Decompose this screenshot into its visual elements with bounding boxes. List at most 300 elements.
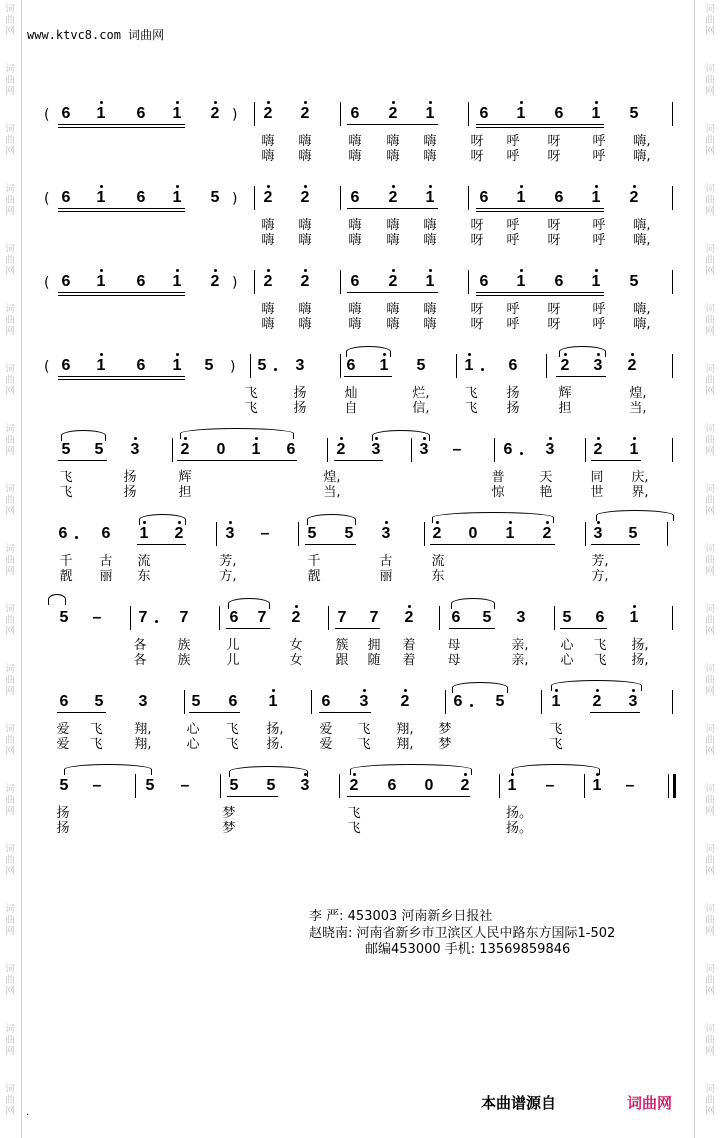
lyric-verse2: 呀 (547, 233, 561, 248)
watermark-char: 曲 (705, 375, 715, 386)
watermark-char: 网 (705, 626, 715, 637)
lyric-verse2: 飞 (59, 485, 73, 500)
watermark-char: 网 (705, 746, 715, 757)
watermark-char: 网 (705, 86, 715, 97)
lyric-verse1: 煌, (629, 386, 647, 401)
note: 6 (554, 273, 564, 290)
lyric-verse2: 翔, (134, 737, 152, 752)
credit-composer (309, 926, 615, 942)
barline (339, 774, 340, 798)
octave-dot-high (304, 101, 307, 104)
barline (254, 102, 255, 126)
watermark-char: 曲 (705, 195, 715, 206)
note: 2 (460, 777, 470, 794)
slur (452, 682, 508, 693)
lyric-verse2: 族 (177, 653, 191, 668)
note: 1 (592, 777, 602, 794)
barline (667, 522, 668, 546)
lyric-verse1: 飞 (225, 722, 239, 737)
watermark-char: 词 (5, 964, 15, 975)
lyric-verse1: 嗨 (298, 134, 312, 149)
lyric-verse2: 嗨 (386, 233, 400, 248)
note: 2 (174, 525, 184, 542)
note: 5 (210, 189, 220, 206)
watermark-char: 网 (5, 626, 15, 637)
lyric-verse2: 嗨 (423, 233, 437, 248)
lyric-verse1: 心 (560, 638, 574, 653)
beam-underline (476, 127, 604, 128)
lyric-verse1: 辉 (558, 386, 572, 401)
barline (672, 690, 673, 714)
watermark-char: 网 (5, 926, 15, 937)
slur (228, 598, 270, 609)
lyric-verse2: 着 (402, 653, 416, 668)
beam-underline (226, 628, 270, 629)
note: 6 (350, 273, 360, 290)
octave-dot-high (596, 773, 599, 776)
lyric-verse1: 嗨 (386, 302, 400, 317)
note: 1 (172, 105, 182, 122)
lyric-verse2: 亲, (511, 653, 529, 668)
note: 3 (628, 693, 638, 710)
lyric-verse2: 飞 (464, 401, 478, 416)
watermark-char: 词 (705, 904, 715, 915)
octave-dot-high (520, 185, 523, 188)
site-logo: 词曲网 (627, 1094, 673, 1112)
note: 6 (554, 105, 564, 122)
octave-dot-high (229, 521, 232, 524)
barline (456, 354, 457, 378)
watermark-char: 曲 (705, 795, 715, 806)
lyric-verse2: 自 (344, 401, 358, 416)
watermark-char: 词 (705, 64, 715, 75)
beam-underline (58, 127, 185, 128)
watermark-char: 词 (705, 604, 715, 615)
watermark-char: 网 (705, 266, 715, 277)
note: 2 (593, 441, 603, 458)
watermark-char: 曲 (705, 315, 715, 326)
lyric-verse2: 心 (560, 653, 574, 668)
note: 1 (507, 777, 517, 794)
note: 5 (266, 777, 276, 794)
barline (554, 606, 555, 630)
slur (512, 764, 600, 775)
beam-underline (476, 208, 604, 209)
barline (130, 606, 131, 630)
lyric-verse2: 翔, (396, 737, 414, 752)
lyric-verse2: 界, (631, 485, 649, 500)
lyric-verse2: 嗨 (298, 317, 312, 332)
watermark-char: 曲 (705, 1095, 715, 1106)
note: 3 (381, 525, 391, 542)
lyric-verse1: 扬。 (505, 806, 533, 821)
lyric-verse2: 嗨 (348, 149, 362, 164)
lyric-verse2: 呼 (592, 317, 606, 332)
note: 1 (425, 273, 435, 290)
lyric-verse1: 翔, (396, 722, 414, 737)
beam-underline (227, 796, 278, 797)
lyric-verse1: 嗨 (348, 218, 362, 233)
watermark-char: 词 (5, 604, 15, 615)
note: 2 (300, 105, 310, 122)
note: 2 (300, 273, 310, 290)
watermark-char: 曲 (705, 255, 715, 266)
note: 1 (464, 357, 474, 374)
lyric-verse1: 呼 (506, 302, 520, 317)
note: 6 (508, 357, 518, 374)
barline (172, 438, 173, 462)
watermark-char: 词 (5, 1024, 15, 1035)
octave-dot-high (392, 101, 395, 104)
octave-dot-high (363, 689, 366, 692)
lyric-verse2: 丽 (379, 569, 393, 584)
barline (585, 438, 586, 462)
lyric-verse2: 靓 (59, 569, 73, 584)
note: 5 (482, 609, 492, 626)
note: 6 (387, 777, 397, 794)
watermark-char: 曲 (705, 1035, 715, 1046)
note: 5 (628, 525, 638, 542)
barline (216, 522, 217, 546)
octave-dot-high (100, 353, 103, 356)
note: 6 (136, 189, 146, 206)
lyric-verse1: 庆, (631, 470, 649, 485)
lyric-verse2: 呼 (506, 233, 520, 248)
barline (494, 438, 495, 462)
note: 5 (257, 357, 267, 374)
beam-underline (476, 124, 604, 125)
barline (468, 102, 469, 126)
note: 2 (291, 609, 301, 626)
watermark-char: 词 (5, 484, 15, 495)
final-barline-thick (673, 774, 676, 798)
beam-underline (430, 544, 555, 545)
lyric-verse1: 呀 (547, 134, 561, 149)
note: 7 (179, 609, 189, 626)
watermark-char: 网 (5, 566, 15, 577)
watermark-char: 词 (5, 304, 15, 315)
watermark-char: 网 (705, 926, 715, 937)
beam-underline (556, 376, 606, 377)
beam-underline (590, 712, 640, 713)
lyric-verse2: 方, (591, 569, 609, 584)
watermark-char: 网 (5, 746, 15, 757)
paren-open: ( (44, 191, 50, 207)
barline (445, 690, 446, 714)
barline (672, 606, 673, 630)
barline (254, 186, 255, 210)
octave-dot-high (595, 185, 598, 188)
watermark-char: 曲 (705, 855, 715, 866)
lyric-verse1: 亲, (511, 638, 529, 653)
watermark-char: 网 (5, 206, 15, 217)
note: 3 (130, 441, 140, 458)
note: 5 (629, 105, 639, 122)
barline (340, 102, 341, 126)
lyric-verse2: 梦 (438, 737, 452, 752)
watermark-char: 网 (5, 146, 15, 157)
octave-dot-high (633, 437, 636, 440)
lyric-verse1: 灿 (344, 386, 358, 401)
watermark-char: 词 (705, 364, 715, 375)
credit-lyricist (309, 909, 492, 925)
beam-underline (58, 292, 185, 293)
note: 2 (432, 525, 442, 542)
note: 5 (145, 777, 155, 794)
octave-dot-high (520, 101, 523, 104)
watermark-char: 曲 (5, 195, 15, 206)
slur (559, 346, 606, 357)
watermark-char: 曲 (5, 915, 15, 926)
credit-lyricist-address: 453003 河南新乡日报社 (347, 909, 493, 924)
lyric-verse1: 芳, (219, 554, 237, 569)
aug-dot (520, 452, 523, 455)
note: 7 (138, 609, 148, 626)
octave-dot-high (549, 437, 552, 440)
final-barline-thin (668, 774, 669, 798)
lyric-verse1: 扬 (506, 386, 520, 401)
aug-dot (75, 536, 78, 539)
watermark-char: 曲 (705, 495, 715, 506)
watermark-char: 网 (705, 986, 715, 997)
octave-dot-high (633, 605, 636, 608)
barline (411, 438, 412, 462)
note: 1 (551, 693, 561, 710)
slur (551, 680, 642, 691)
beam-underline (177, 460, 297, 461)
octave-dot-high (595, 101, 598, 104)
octave-dot-high (100, 269, 103, 272)
watermark-char: 网 (5, 266, 15, 277)
note: 2 (404, 609, 414, 626)
watermark-char: 词 (5, 844, 15, 855)
beam-underline (335, 628, 380, 629)
credit-composer-name: 赵晓南: (309, 926, 353, 941)
octave-dot-high (176, 101, 179, 104)
barline (584, 774, 585, 798)
lyric-verse1: 呀 (470, 218, 484, 233)
lyric-verse1: 煌, (323, 470, 341, 485)
note: 6 (136, 273, 146, 290)
credit-contact-text: 邮编453000 手机: 13569859846 (365, 942, 571, 957)
note: 2 (336, 441, 346, 458)
lyric-verse1: 古 (99, 554, 113, 569)
barline (499, 774, 500, 798)
note: 6 (61, 273, 71, 290)
barline (219, 606, 220, 630)
lyric-verse1: 飞 (464, 386, 478, 401)
watermark-char: 词 (705, 1024, 715, 1035)
lyric-verse1: 飞 (59, 470, 73, 485)
lyric-verse2: 扬 (293, 401, 307, 416)
note: 1 (516, 189, 526, 206)
watermark-char: 曲 (5, 675, 15, 686)
watermark-char: 网 (705, 26, 715, 37)
lyric-verse1: 各 (133, 638, 147, 653)
note: 5 (629, 273, 639, 290)
lyric-verse1: 嗨, (633, 218, 651, 233)
barline (184, 690, 185, 714)
lyric-verse2: 扬 (506, 401, 520, 416)
note: 6 (479, 189, 489, 206)
lyric-verse1: 嗨 (423, 302, 437, 317)
note: 6 (453, 693, 463, 710)
octave-dot-high (520, 269, 523, 272)
lyric-verse2: 呼 (506, 317, 520, 332)
lyric-verse2: 嗨 (298, 233, 312, 248)
note: 1 (139, 525, 149, 542)
lyric-verse2: 方, (219, 569, 237, 584)
octave-dot-high (597, 437, 600, 440)
watermark-char: 词 (5, 4, 15, 15)
note: 6 (554, 189, 564, 206)
lyric-verse2: 飞 (347, 821, 361, 836)
lyric-verse1: 梦 (438, 722, 452, 737)
lyric-verse2: 东 (137, 569, 151, 584)
lyric-verse2: 嗨 (386, 317, 400, 332)
lyric-verse2: 呼 (506, 149, 520, 164)
note: 5 (191, 693, 201, 710)
watermark-char: 词 (705, 844, 715, 855)
lyric-verse1: 飞 (347, 806, 361, 821)
lyric-verse1: 嗨 (423, 218, 437, 233)
watermark-char: 曲 (5, 315, 15, 326)
watermark-char: 曲 (5, 135, 15, 146)
octave-dot-high (633, 185, 636, 188)
watermark-char: 曲 (5, 975, 15, 986)
barline (468, 186, 469, 210)
lyric-verse1: 族 (177, 638, 191, 653)
watermark-char: 曲 (5, 1035, 15, 1046)
note: 6 (451, 609, 461, 626)
lyric-verse2: 呀 (470, 233, 484, 248)
slur (432, 512, 554, 523)
paren-open: ( (44, 275, 50, 291)
lyric-verse1: 拥 (367, 638, 381, 653)
beam-underline (347, 292, 438, 293)
paren-open: ( (44, 359, 50, 375)
lyric-verse2: 飞 (225, 737, 239, 752)
watermark-char: 词 (5, 664, 15, 675)
lyric-verse2: 呀 (470, 149, 484, 164)
credit-contact (365, 942, 570, 958)
octave-dot-high (631, 353, 634, 356)
barline (672, 438, 673, 462)
watermark-char: 网 (705, 206, 715, 217)
lyric-verse2: 扬, (631, 653, 649, 668)
octave-dot-high (340, 437, 343, 440)
lyric-verse2: 嗨, (633, 149, 651, 164)
note: 1 (629, 609, 639, 626)
lyric-verse1: 梦 (222, 806, 236, 821)
lyric-verse1: 嗨 (298, 218, 312, 233)
note: 7 (337, 609, 347, 626)
note: 3 (593, 357, 603, 374)
watermark-char: 词 (705, 4, 715, 15)
dash: – (260, 525, 270, 542)
note: 6 (136, 105, 146, 122)
note: 1 (591, 273, 601, 290)
slur (229, 766, 308, 777)
watermark-char: 曲 (705, 75, 715, 86)
lyric-verse2: 跟 (335, 653, 349, 668)
lyric-verse1: 芳, (591, 554, 609, 569)
lyric-verse1: 扬 (123, 470, 137, 485)
barline (672, 270, 673, 294)
beam-underline (58, 208, 185, 209)
lyric-verse1: 飞 (549, 722, 563, 737)
lyric-verse1: 扬, (266, 722, 284, 737)
watermark-char: 曲 (5, 375, 15, 386)
note: 6 (136, 357, 146, 374)
note: 6 (286, 441, 296, 458)
note: 1 (425, 105, 435, 122)
note: 3 (516, 609, 526, 626)
lyric-verse1: 天 (539, 470, 553, 485)
octave-dot-high (100, 185, 103, 188)
aug-dot (481, 368, 484, 371)
lyric-verse1: 呼 (506, 218, 520, 233)
barline (340, 354, 341, 378)
watermark-char: 网 (5, 866, 15, 877)
lyric-verse1: 飞 (593, 638, 607, 653)
note: 6 (101, 525, 111, 542)
watermark-char: 网 (5, 1106, 15, 1117)
note: 6 (61, 357, 71, 374)
note: 3 (593, 525, 603, 542)
watermark-char: 词 (5, 904, 15, 915)
octave-dot-high (304, 269, 307, 272)
watermark-char: 词 (705, 544, 715, 555)
beam-underline (319, 712, 371, 713)
paren-close: ) (230, 359, 236, 375)
octave-dot-high (100, 101, 103, 104)
paren-close: ) (232, 107, 238, 123)
beam-underline (591, 460, 641, 461)
note: 6 (58, 525, 68, 542)
note: 5 (562, 609, 572, 626)
watermark-char: 词 (705, 304, 715, 315)
beam-underline (305, 544, 356, 545)
lyric-verse2: 呀 (547, 149, 561, 164)
barline (254, 270, 255, 294)
lyric-verse2: 飞 (89, 737, 103, 752)
beam-underline (58, 376, 185, 377)
watermark-char: 曲 (5, 75, 15, 86)
watermark-char: 词 (705, 124, 715, 135)
credit-lyricist-name: 李 严: (309, 909, 344, 924)
lyric-verse2: 飞 (549, 737, 563, 752)
beam-underline (58, 124, 185, 125)
slur (596, 510, 674, 521)
watermark-char: 网 (5, 26, 15, 37)
note: 2 (263, 273, 273, 290)
note: 1 (505, 525, 515, 542)
watermark-char: 网 (705, 866, 715, 877)
note: 6 (503, 441, 513, 458)
aug-dot (274, 368, 277, 371)
note: 7 (369, 609, 379, 626)
lyric-verse1: 嗨, (633, 134, 651, 149)
lyric-verse2: 嗨 (348, 233, 362, 248)
note: 2 (349, 777, 359, 794)
watermark-char: 曲 (5, 1095, 15, 1106)
watermark-char: 词 (5, 244, 15, 255)
beam-underline (58, 211, 185, 212)
lyric-verse2: 丽 (99, 569, 113, 584)
note: 5 (204, 357, 214, 374)
note: 5 (307, 525, 317, 542)
